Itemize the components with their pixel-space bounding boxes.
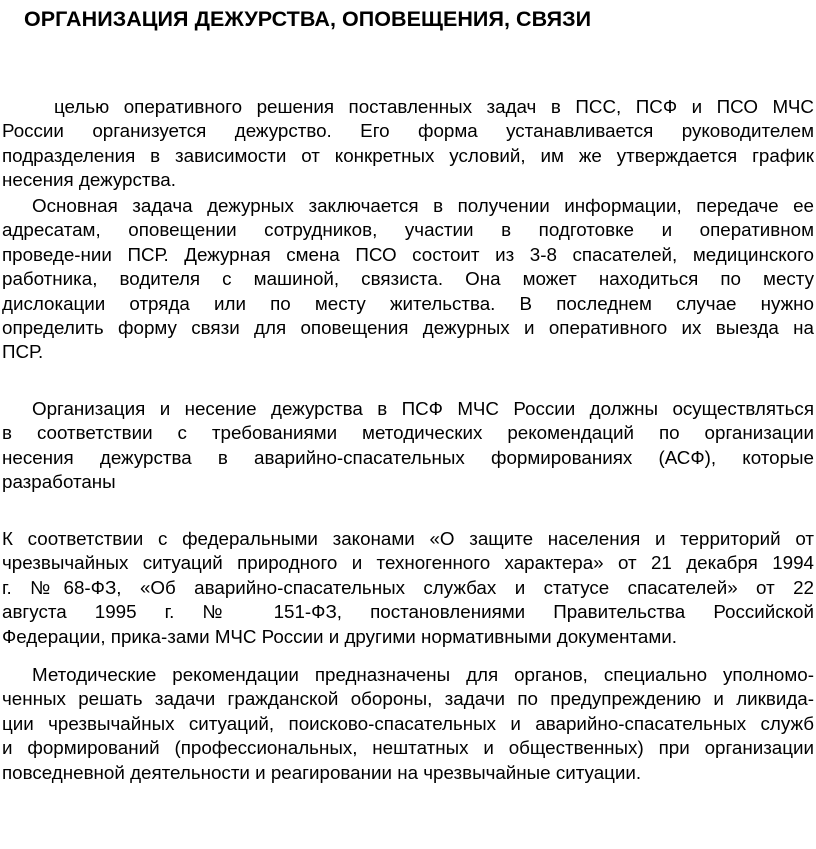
paragraph-duty-organization [2,95,814,193]
paragraph-line: адресатам, оповещении сотрудников, участии в подготовке и оперативном [2,219,814,241]
paragraph-line: ПСР. [2,341,44,363]
paragraph-line: разработаны [2,471,116,493]
paragraph-line: августа 1995 г. № 151-ФЗ, постановлениями Правительства Российской [2,601,814,623]
paragraph-line: Основная задача дежурных заключается в получении информации, передаче ее [32,195,814,216]
paragraph-line: работника, водителя с машиной, связиста. Она может находиться по месту [2,268,814,290]
paragraph-line: Организация и несение дежурства в ПСФ МЧС России должны осуществляться [32,398,814,419]
paragraph-line: чрезвычайных ситуаций природного и техногенного характера» от 21 декабря 1994 [2,552,814,574]
paragraph-line: дислокации отряда или по месту жительства. В последнем случае нужно [2,292,814,314]
paragraph-line: в соответствии с требованиями методических рекомендаций по организации [2,422,814,444]
document-title: ОРГАНИЗАЦИЯ ДЕЖУРСТВА, ОПОВЕЩЕНИЯ, СВЯЗИ [24,7,592,31]
paragraph-main-task [2,194,814,365]
paragraph-line: несения дежурства. [2,169,176,191]
paragraph-line: Методические рекомендации предназначены для органов, специально уполномо- [32,664,814,685]
paragraph-line: и формирований (профессиональных, нештатных и общественных) при организации [2,737,814,759]
paragraph-methodical-recommendations [2,663,814,785]
paragraph-line: проведе-нии ПСР. Дежурная смена ПСО состоит из 3-8 спасателей, медицинского [2,243,814,265]
paragraph-line: определить форму связи для оповещения дежурных и оперативного их выезда на [2,317,814,339]
paragraph-requirements [2,397,814,495]
paragraph-line: повседневной деятельности и реагировании на чрезвычайные ситуации. [2,761,642,783]
paragraph-line: ченных решать задачи гражданской обороны, задачи по предупреждению и ликвида- [2,688,814,710]
paragraph-line: подразделения в зависимости от конкретных условий, им же утверждается график [2,144,814,166]
paragraph-line: К соответствии с федеральными законами «О защите населения и территорий от [2,528,814,549]
paragraph-line: ции чрезвычайных ситуаций, поисково-спасательных и аварийно-спасательных служб [2,712,814,734]
paragraph-line: России организуется дежурство. Его форма устанавливается руководителем [2,120,814,142]
paragraph-line: г. №68-ФЗ, «Об аварийно-спасательных службах и статусе спасателей» от 22 [2,576,814,598]
paragraph-line: целью оперативного решения поставленных задач в ПСС, ПСФ и ПСО МЧС [54,96,814,117]
paragraph-line: несения дежурства в аварийно-спасательных формированиях (АСФ), которые [2,446,814,468]
paragraph-line: Федерации, прика-зами МЧС России и другими нормативными документами. [2,625,677,647]
paragraph-federal-laws [2,527,814,649]
